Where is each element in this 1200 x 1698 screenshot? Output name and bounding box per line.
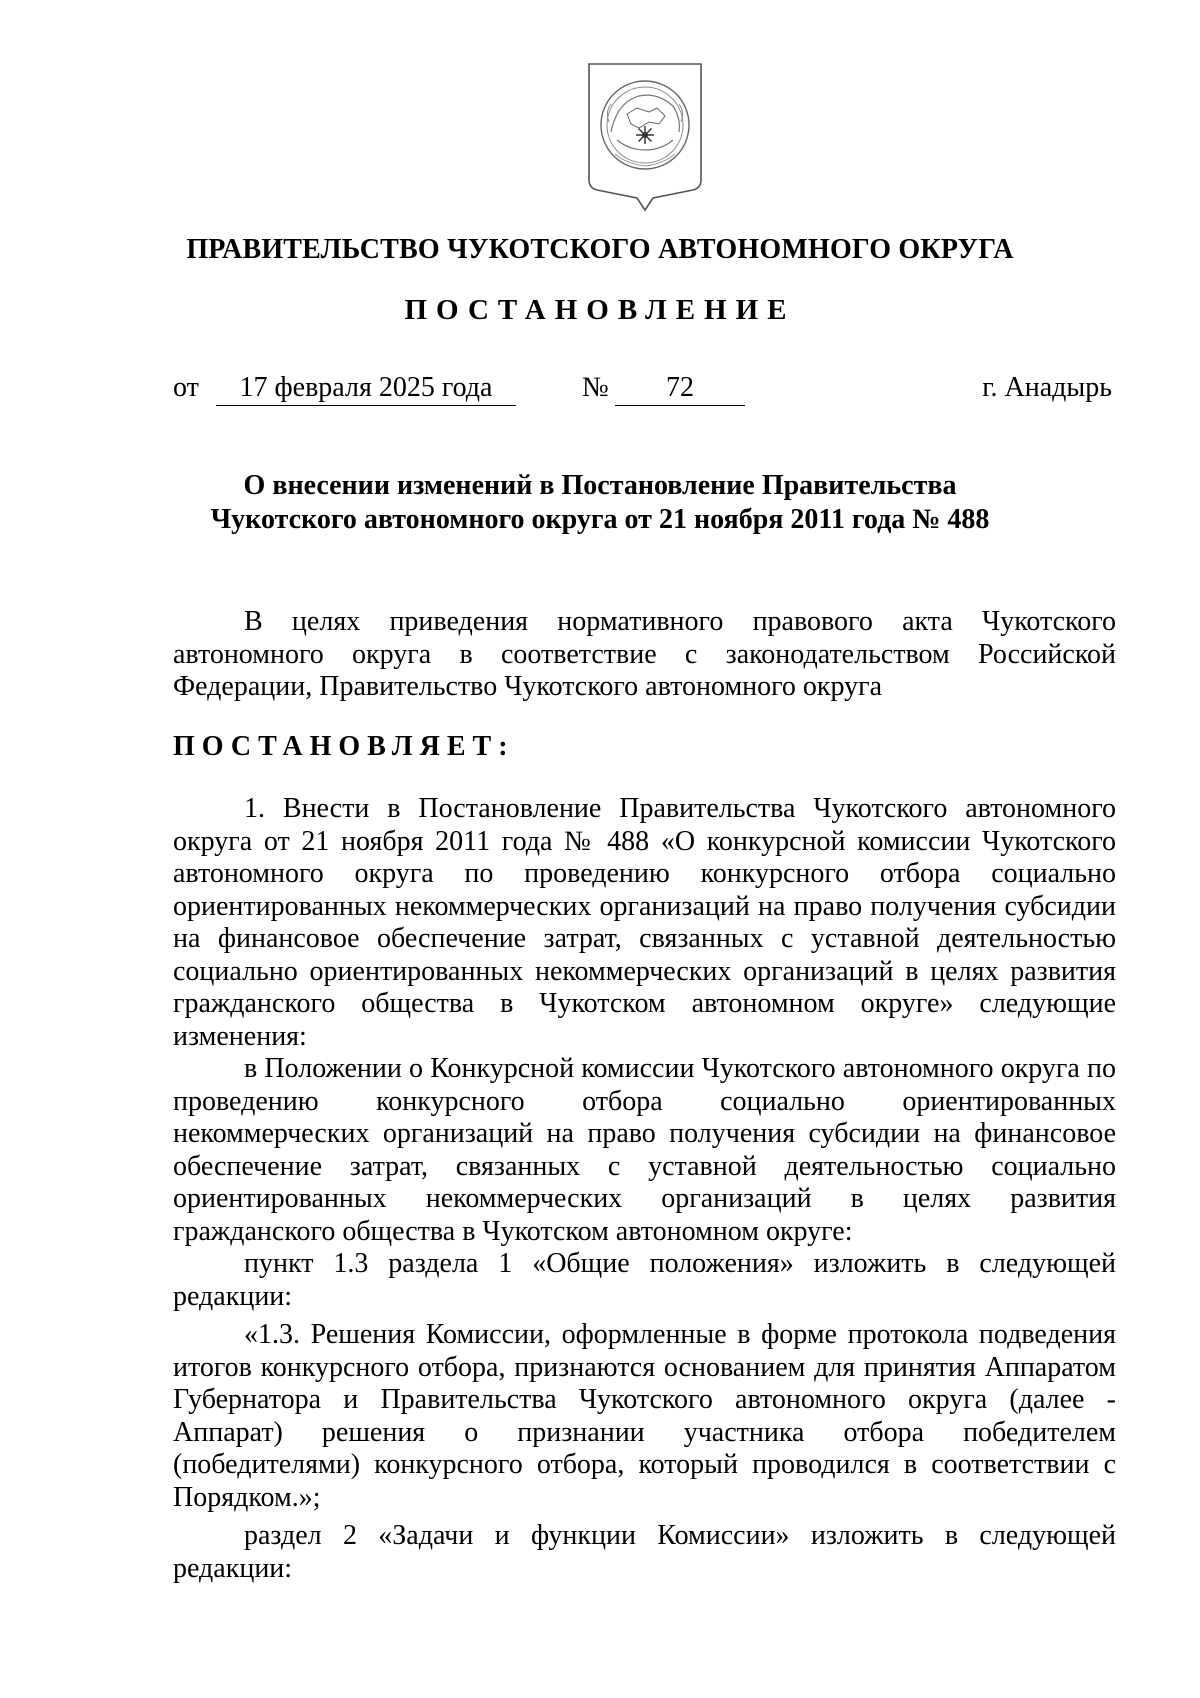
coat-of-arms-emblem [587,62,703,212]
document-number: 72 [615,371,745,406]
document-subject [0,469,1200,537]
paragraph-3: пункт 1.3 раздела 1 «Общие положения» изложить в следующей редакции: [173,1248,1116,1312]
paragraph-4: «1.3. Решения Комиссии, оформленные в форме протокола подведения итогов конкурсного отбора, признаются основанием для принятия Аппаратом Губернатора и Правительства Чукотского автономного округа (далее - Аппарат) решения о признании участника отбора победителем (победителями) конкурсного отбора, который проводился в соответствии с Порядком.»; [173,1319,1116,1513]
document-meta-row [0,371,1200,407]
government-title: ПРАВИТЕЛЬСТВО ЧУКОТСКОГО АВТОНОМНОГО ОКРУГА [186,234,1014,265]
main-body [173,793,1116,1585]
document-type-title: ПОСТАНОВЛЕНИЕ [404,294,796,326]
subject-line-1: О внесении изменений в Постановление Правительства [243,470,957,501]
document-date: 17 февраля 2025 года [216,371,516,406]
paragraph-1: 1. Внести в Постановление Правительства Чукотского автономного округа от 21 ноября 2011 года № 488 «О конкурсной комиссии Чукотского автономного округа по проведению конкурсного отбора социально ориентированных некоммерческих организаций на право получения субсидии на финансовое обеспечение затрат, связанных с уставной деятельностью социально ориентированных некоммерческих организаций в целях развития гражданского общества в Чукотском автономном округе» следующие изменения: [173,793,1116,1052]
number-sign-label: № [582,372,609,403]
subject-line-2: Чукотского автономного округа от 21 ноября 2011 года № 488 [210,504,990,535]
preamble-paragraph: В целях приведения нормативного правового акта Чукотского автономного округа в соответствие с законодательством Российской Федерации, Правительство Чукотского автономного округа [173,606,1116,702]
city-name: г. Анадырь [982,372,1112,403]
preamble-block [173,606,1116,704]
paragraph-5: раздел 2 «Задачи и функции Комиссии» изложить в следующей редакции: [173,1520,1116,1584]
decree-heading: ПОСТАНОВЛЯЕТ: [173,731,515,762]
date-prefix-label: от [173,372,199,403]
paragraph-2: в Положении о Конкурсной комиссии Чукотского автономного округа по проведению конкурсного отбора социально ориентированных некоммерческих организаций на право получения субсидии на финансовое обеспечение затрат, связанных с уставной деятельностью социально ориентированных некоммерческих организаций в целях развития гражданского общества в Чукотском автономном округе: [173,1053,1116,1247]
